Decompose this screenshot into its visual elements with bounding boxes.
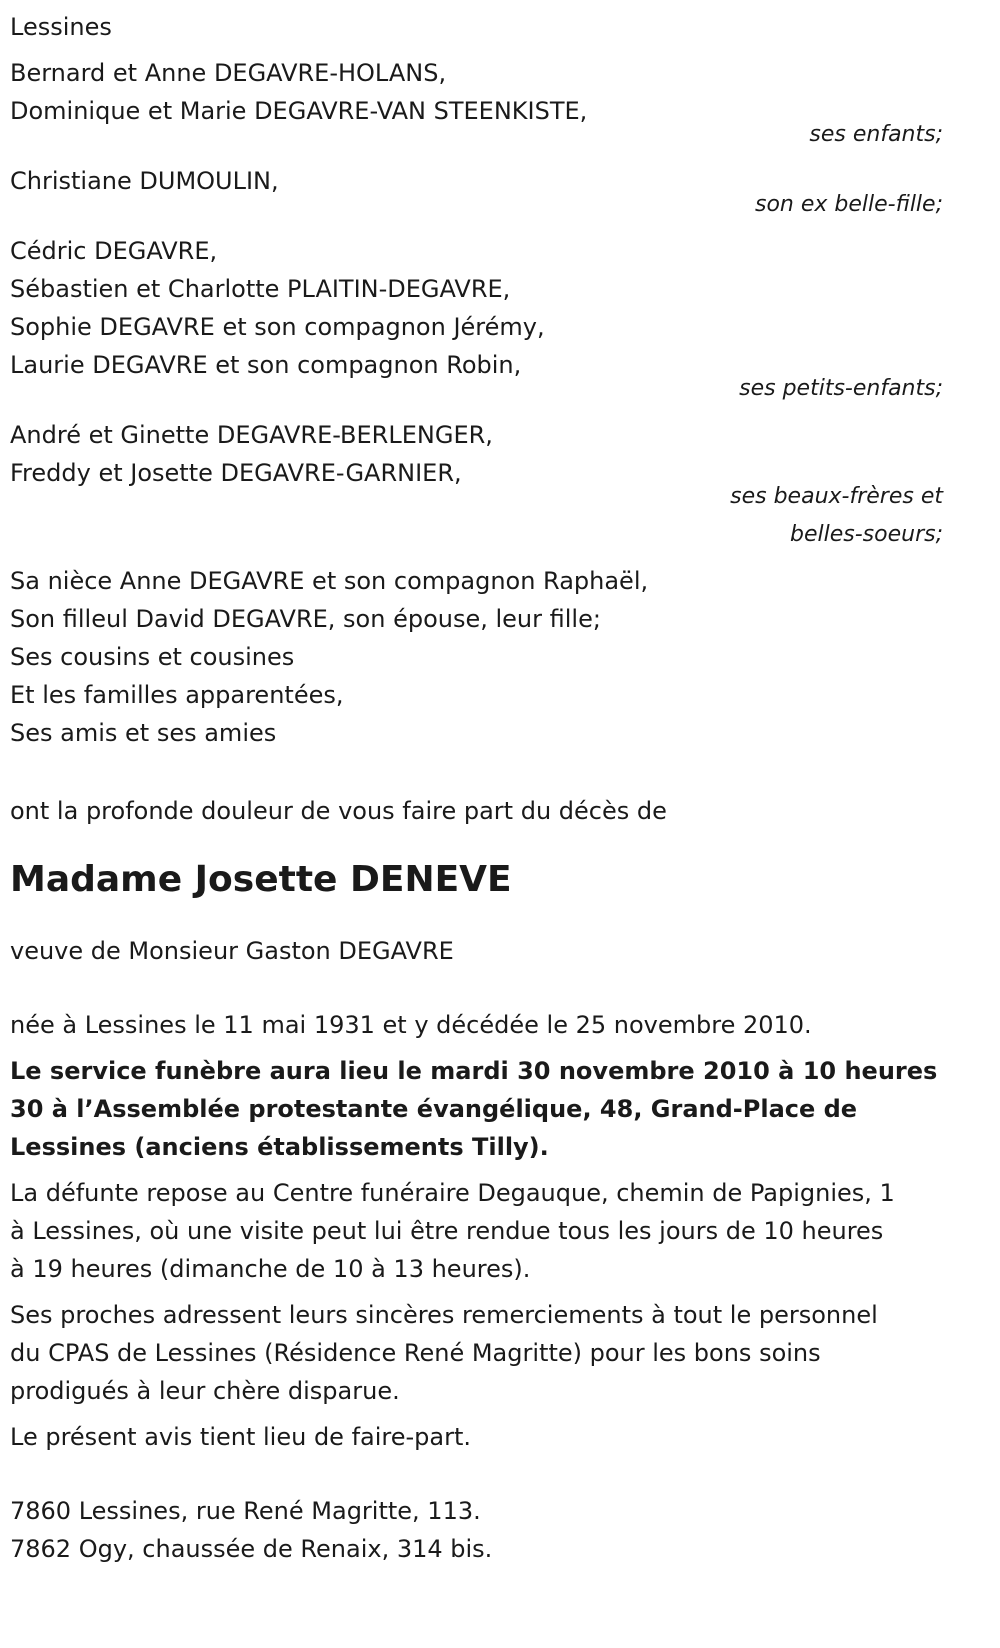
resting-line: La défunte repose au Centre funéraire Degauque, chemin de Papignies, 1 <box>10 1179 895 1207</box>
service-paragraph <box>10 1052 943 1166</box>
thanks-paragraph <box>10 1296 943 1410</box>
address-line: 7862 Ogy, chaussée de Renaix, 314 bis. <box>10 1535 493 1563</box>
spacer <box>10 154 943 162</box>
family-line: Freddy et Josette DEGAVRE-GARNIER, <box>10 459 462 487</box>
thanks-line: Ses proches adressent leurs sincères remerciements à tout le personnel <box>10 1301 878 1329</box>
family-line: Laurie DEGAVRE et son compagnon Robin, <box>10 351 522 379</box>
family-line: Ses cousins et cousines <box>10 643 295 671</box>
address-line: 7860 Lessines, rue René Magritte, 113. <box>10 1497 481 1525</box>
relation-label: ses beaux-frères et <box>730 484 943 509</box>
widow-of-text: veuve de Monsieur Gaston DEGAVRE <box>10 937 454 965</box>
other-relatives-group <box>10 562 943 752</box>
family-line: Dominique et Marie DEGAVRE-VAN STEENKISTE, <box>10 97 588 125</box>
relation-label: ses enfants; <box>809 122 943 147</box>
spacer <box>10 1456 943 1492</box>
spacer <box>10 408 943 416</box>
spacer <box>10 554 943 562</box>
announcement-text: ont la profonde douleur de vous faire part du décès de <box>10 797 667 825</box>
family-line: Sa nièce Anne DEGAVRE et son compagnon Raphaël, <box>10 567 649 595</box>
notice-paragraph <box>10 1418 943 1456</box>
header-city: Lessines <box>10 13 112 41</box>
notice-text: Le présent avis tient lieu de faire-part. <box>10 1423 472 1451</box>
thanks-line: du CPAS de Lessines (Résidence René Magritte) pour les bons soins <box>10 1339 821 1367</box>
children-group <box>10 54 943 154</box>
family-line: André et Ginette DEGAVRE-BERLENGER, <box>10 421 493 449</box>
resting-line: à Lessines, où une visite peut lui être rendue tous les jours de 10 heures <box>10 1217 884 1245</box>
family-line: Ses amis et ses amies <box>10 719 277 747</box>
deceased-name: Madame Josette DENEVE <box>10 859 512 900</box>
family-line: Et les familles apparentées, <box>10 681 344 709</box>
family-line: Christiane DUMOULIN, <box>10 167 279 195</box>
service-line: 30 à l’Assemblée protestante évangélique, 48, Grand-Place de <box>10 1095 858 1123</box>
family-line: Cédric DEGAVRE, <box>10 237 218 265</box>
in-laws-group <box>10 416 943 554</box>
family-line: Bernard et Anne DEGAVRE-HOLANS, <box>10 59 447 87</box>
spacer <box>10 970 943 1006</box>
thanks-line: prodigués à leur chère disparue. <box>10 1377 400 1405</box>
relation-label: belles-soeurs; <box>790 522 943 547</box>
addresses <box>10 1492 943 1568</box>
relation-label: son ex belle-fille; <box>755 192 943 217</box>
service-line: Lessines (anciens établissements Tilly). <box>10 1133 549 1161</box>
spacer <box>10 46 943 54</box>
family-line: Sébastien et Charlotte PLAITIN-DEGAVRE, <box>10 275 511 303</box>
obituary-notice <box>10 8 943 1568</box>
family-line: Son filleul David DEGAVRE, son épouse, leur fille; <box>10 605 601 633</box>
relation-label: ses petits-enfants; <box>739 376 943 401</box>
ex-daughter-in-law-group <box>10 162 943 224</box>
resting-line: à 19 heures (dimanche de 10 à 13 heures). <box>10 1255 531 1283</box>
family-line: Sophie DEGAVRE et son compagnon Jérémy, <box>10 313 545 341</box>
spacer <box>10 224 943 232</box>
service-line: Le service funèbre aura lieu le mardi 30 novembre 2010 à 10 heures <box>10 1057 938 1085</box>
birth-death-text: née à Lessines le 11 mai 1931 et y décédée le 25 novembre 2010. <box>10 1011 812 1039</box>
spacer <box>10 752 943 792</box>
grandchildren-group <box>10 232 943 408</box>
resting-paragraph <box>10 1174 943 1288</box>
